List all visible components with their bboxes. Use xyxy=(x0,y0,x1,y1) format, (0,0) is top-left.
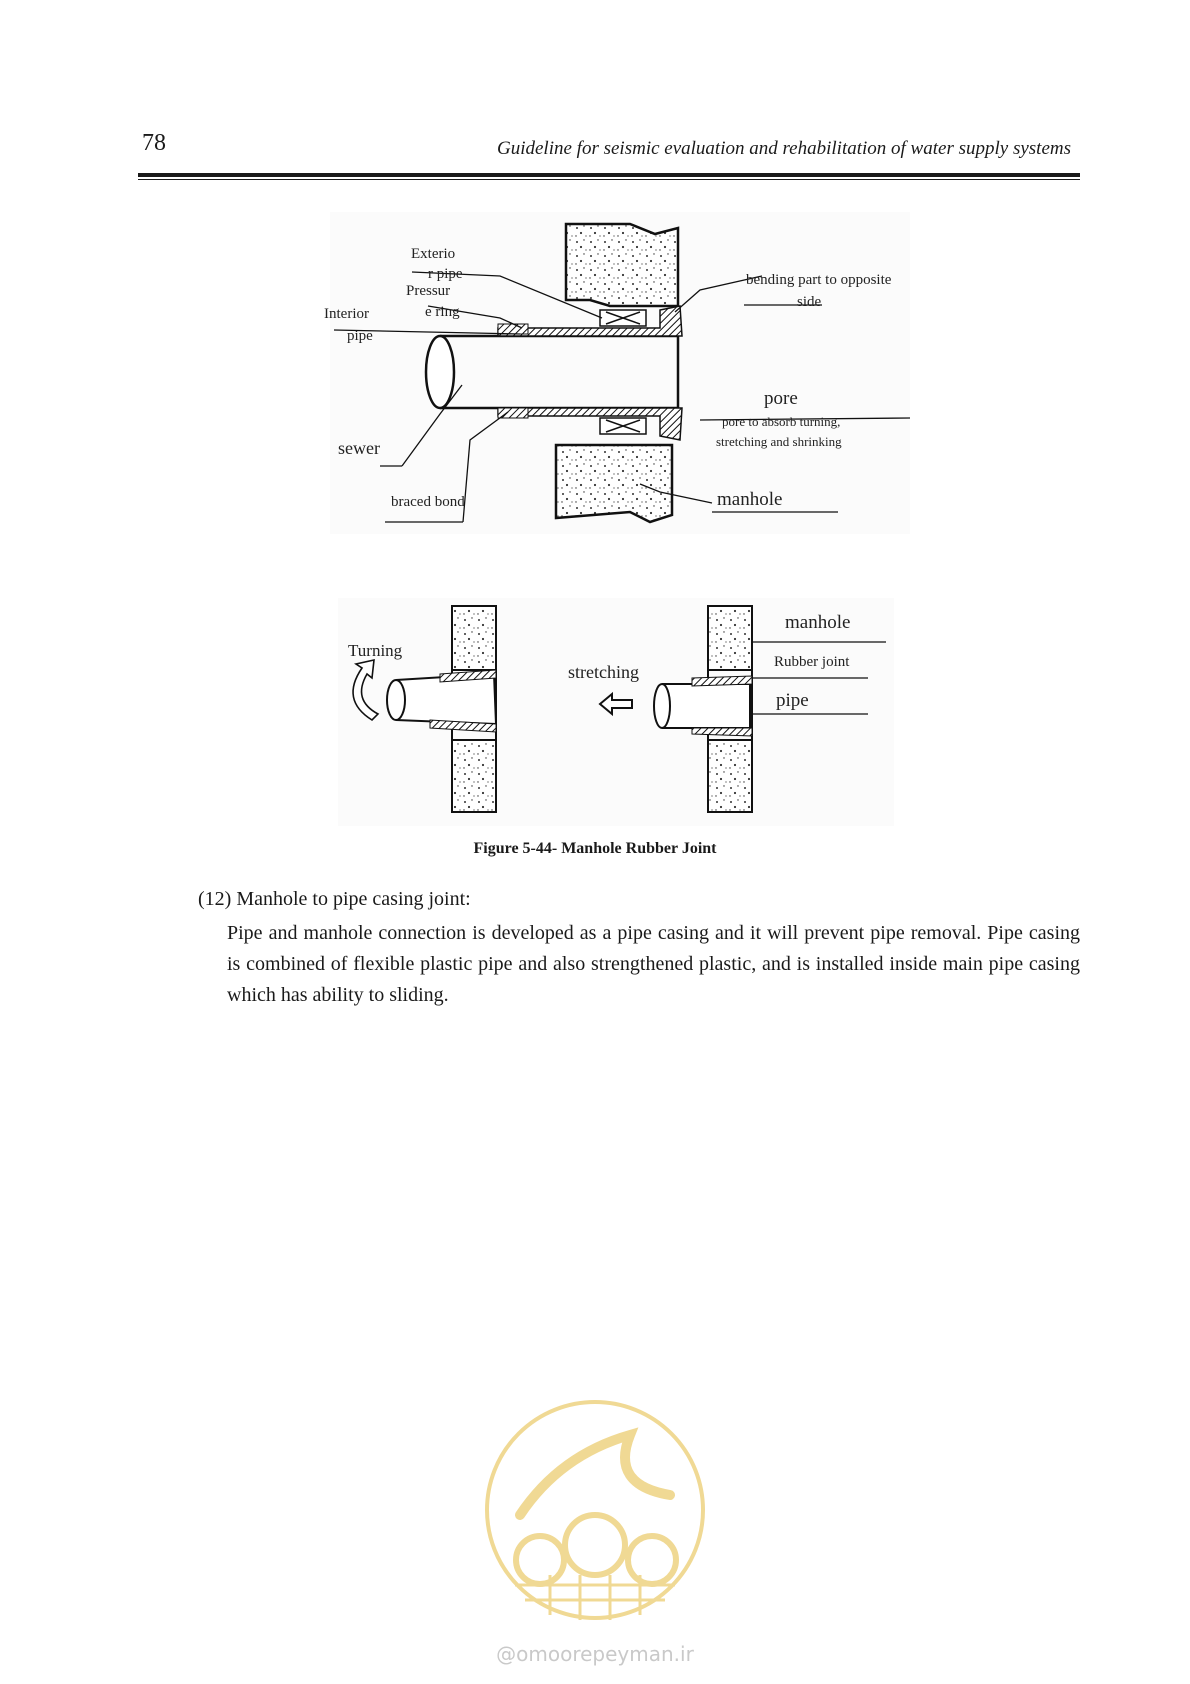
label-bending-2: side xyxy=(797,294,822,310)
stretching-wall-upper xyxy=(708,606,752,670)
watermark-gear-right-icon xyxy=(628,1536,676,1584)
turning-wall-upper xyxy=(452,606,496,670)
watermark-seal-logo xyxy=(480,1395,710,1625)
top-diagram xyxy=(324,212,910,534)
pressure-ring-upper xyxy=(600,310,646,326)
bottom-diagram xyxy=(338,598,894,826)
label-stretching: stretching xyxy=(568,662,639,682)
label-pressure-ring-2: e ring xyxy=(425,304,460,320)
item-heading: (12) Manhole to pipe casing joint: xyxy=(198,888,471,910)
label-sewer: sewer xyxy=(338,438,380,458)
label-interior-pipe-2: pipe xyxy=(347,328,373,344)
label-pore: pore xyxy=(764,388,798,409)
manhole-wall-upper xyxy=(566,224,678,306)
label-pore-note-2: stretching and shrinking xyxy=(716,434,842,449)
stretching-pipe xyxy=(662,684,750,728)
running-title: Guideline for seismic evaluation and rehabilitation of water supply systems xyxy=(497,138,1071,159)
watermark-gear-left-icon xyxy=(516,1536,564,1584)
label-braced-bond: braced bond xyxy=(391,494,465,510)
label-bending-1: bending part to opposite xyxy=(746,272,892,288)
label-interior-pipe-1: Interior xyxy=(324,306,369,322)
watermark-site: @omoorepeyman.ir xyxy=(496,1642,694,1666)
figure-caption: Figure 5-44- Manhole Rubber Joint xyxy=(473,840,717,857)
braced-bond-upper xyxy=(498,324,528,334)
label-pressure-ring-1: Pressur xyxy=(406,283,451,299)
label-rubber-joint: Rubber joint xyxy=(774,654,850,670)
watermark-gear-center-icon xyxy=(565,1515,625,1575)
pressure-ring-lower xyxy=(600,418,646,434)
manhole-wall-lower xyxy=(556,445,672,522)
label-turning: Turning xyxy=(348,641,403,660)
turning-wall-lower xyxy=(452,740,496,812)
sewer-pipe-end xyxy=(426,336,454,408)
label-exterior-pipe-1: Exterio xyxy=(411,246,456,262)
item-paragraph: Pipe and manhole connection is developed as a pipe casing and it will prevent pipe removal. Pipe casing is combined of flexible plastic pipe and also strengthened plastic, and is installed inside main pipe casing which has ability to sliding. xyxy=(227,922,1080,1006)
stretching-wall-lower xyxy=(708,740,752,812)
label-pore-note-1: pore to absorb turning, xyxy=(722,414,841,429)
page-number: 78 xyxy=(142,130,166,156)
label-manhole-bottom: manhole xyxy=(785,612,851,633)
label-manhole-top: manhole xyxy=(717,489,783,510)
label-pipe: pipe xyxy=(776,690,809,711)
label-exterior-pipe-2: r pipe xyxy=(428,266,463,282)
